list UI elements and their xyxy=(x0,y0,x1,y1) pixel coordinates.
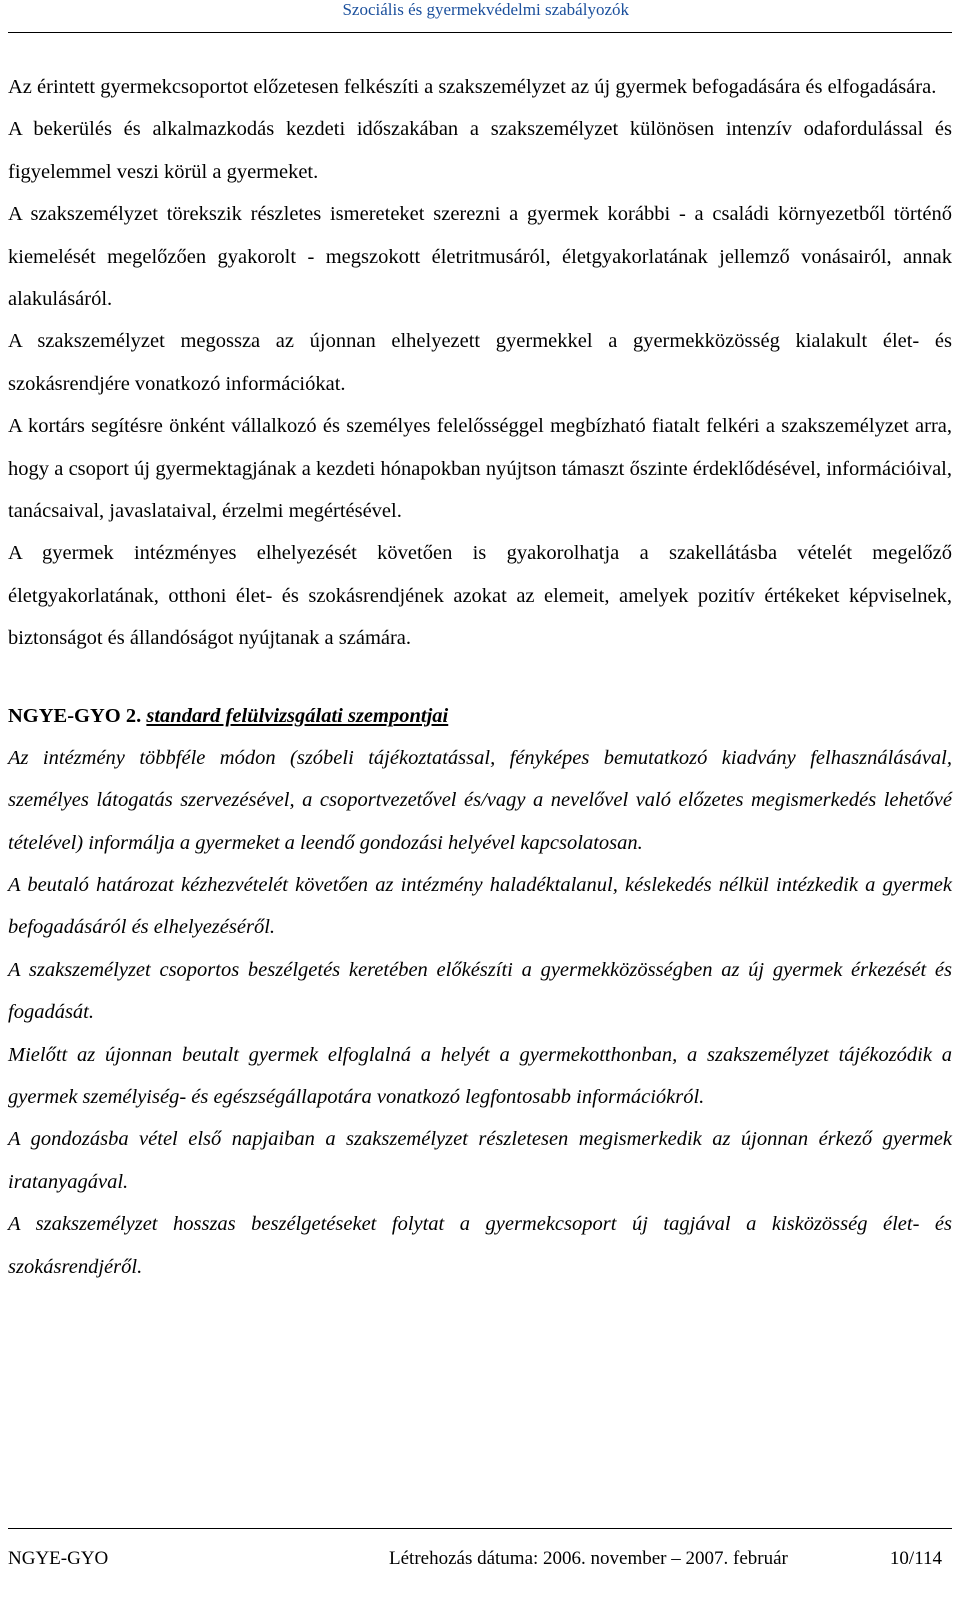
review-paragraph-6: A szakszemélyzet hosszas beszélgetéseket folytat a gyermekcsoport új tagjával a kisközösség élet- és szokásrendjéről. xyxy=(8,1213,952,1278)
paragraph-5: A kortárs segítésre önként vállalkozó és személyes felelősséggel megbízható fiatalt felkéri a szakszemélyzet arra, hogy a csoport új gyermektagjának a kezdeti hónapokban nyújtson támaszt őszinte érdeklődésével, információival, tanácsaival, javaslataival, érzelmi megértésével. xyxy=(8,415,952,523)
footer-divider xyxy=(8,1528,952,1529)
paragraph-2: A bekerülés és alkalmazkodás kezdeti időszakában a szakszemélyzet különösen intenzív odafordulással és figyelemmel veszi körül a gyermeket. xyxy=(8,118,952,183)
header-divider xyxy=(8,32,952,33)
section-title: standard felülvizsgálati szempontjai xyxy=(146,704,449,727)
section-heading xyxy=(8,695,952,737)
paragraph-4: A szakszemélyzet megossza az újonnan elhelyezett gyermekkel a gyermekközösség kialakult élet- és szokásrendjére vonatkozó információkat. xyxy=(8,330,952,395)
footer-code: NGYE-GYO xyxy=(8,1548,109,1569)
paragraph-6: A gyermek intézményes elhelyezését követően is gyakorolhatja a szakellátásba vételét megelőző életgyakorlatának, otthoni élet- és szokásrendjének azokat az elemeit, amelyek pozitív értékeket képviselnek, biztonságot és állandóságot nyújtanak a számára. xyxy=(8,542,952,650)
footer-creation-date: Létrehozás dátuma: 2006. november – 2007. február xyxy=(389,1548,788,1569)
review-paragraph-3: A szakszemélyzet csoportos beszélgetés keretében előkészíti a gyermekközösségben az új gyermek érkezését és fogadását. xyxy=(8,958,952,1024)
header-title: Szociális és gyermekvédelmi szabályozók xyxy=(342,0,629,19)
review-paragraph-5: A gondozásba vétel első napjaiban a szakszemélyzet részletesen megismerkedik az újonnan érkező gyermek iratanyagával. xyxy=(8,1128,952,1193)
paragraph-3: A szakszemélyzet törekszik részletes ismereteket szerezni a gyermek korábbi - a családi környezetből történő kiemelését megelőzően gyakorolt - megszokott életritmusáról, életgyakorlatának jellemző vonásairól, annak alakulásáról. xyxy=(8,203,952,311)
review-paragraph-4: Mielőtt az újonnan beutalt gyermek elfoglalná a helyét a gyermekotthonban, a szakszemélyzet tájékozódik a gyermek személyiség- és egészségállapotára vonatkozó legfontosabb információkról. xyxy=(8,1043,952,1108)
review-paragraph-1: Az intézmény többféle módon (szóbeli tájékoztatással, fényképes bemutatkozó kiadvány felhasználásával, személyes látogatás szervezésével, a csoportvezetővel és/vagy a nevelővel való előzetes megismerkedés lehetővé tételével) informálja a gyermeket a leendő gondozási helyével kapcsolatosan. xyxy=(8,746,952,854)
page-footer xyxy=(8,1528,952,1607)
section-code: NGYE-GYO 2. xyxy=(8,704,142,727)
page-body xyxy=(8,66,952,1288)
section-spacer xyxy=(8,660,952,695)
page-header xyxy=(0,0,960,36)
paragraph-1: Az érintett gyermekcsoportot előzetesen felkészíti a szakszemélyzet az új gyermek befogadására és elfogadására. xyxy=(8,76,937,98)
page-number: 10/114 xyxy=(889,1548,942,1569)
review-paragraph-2: A beutaló határozat kézhezvételét követően az intézmény haladéktalanul, késlekedés nélkül intézkedik a gyermek befogadásáról és elhelyezéséről. xyxy=(8,873,952,939)
